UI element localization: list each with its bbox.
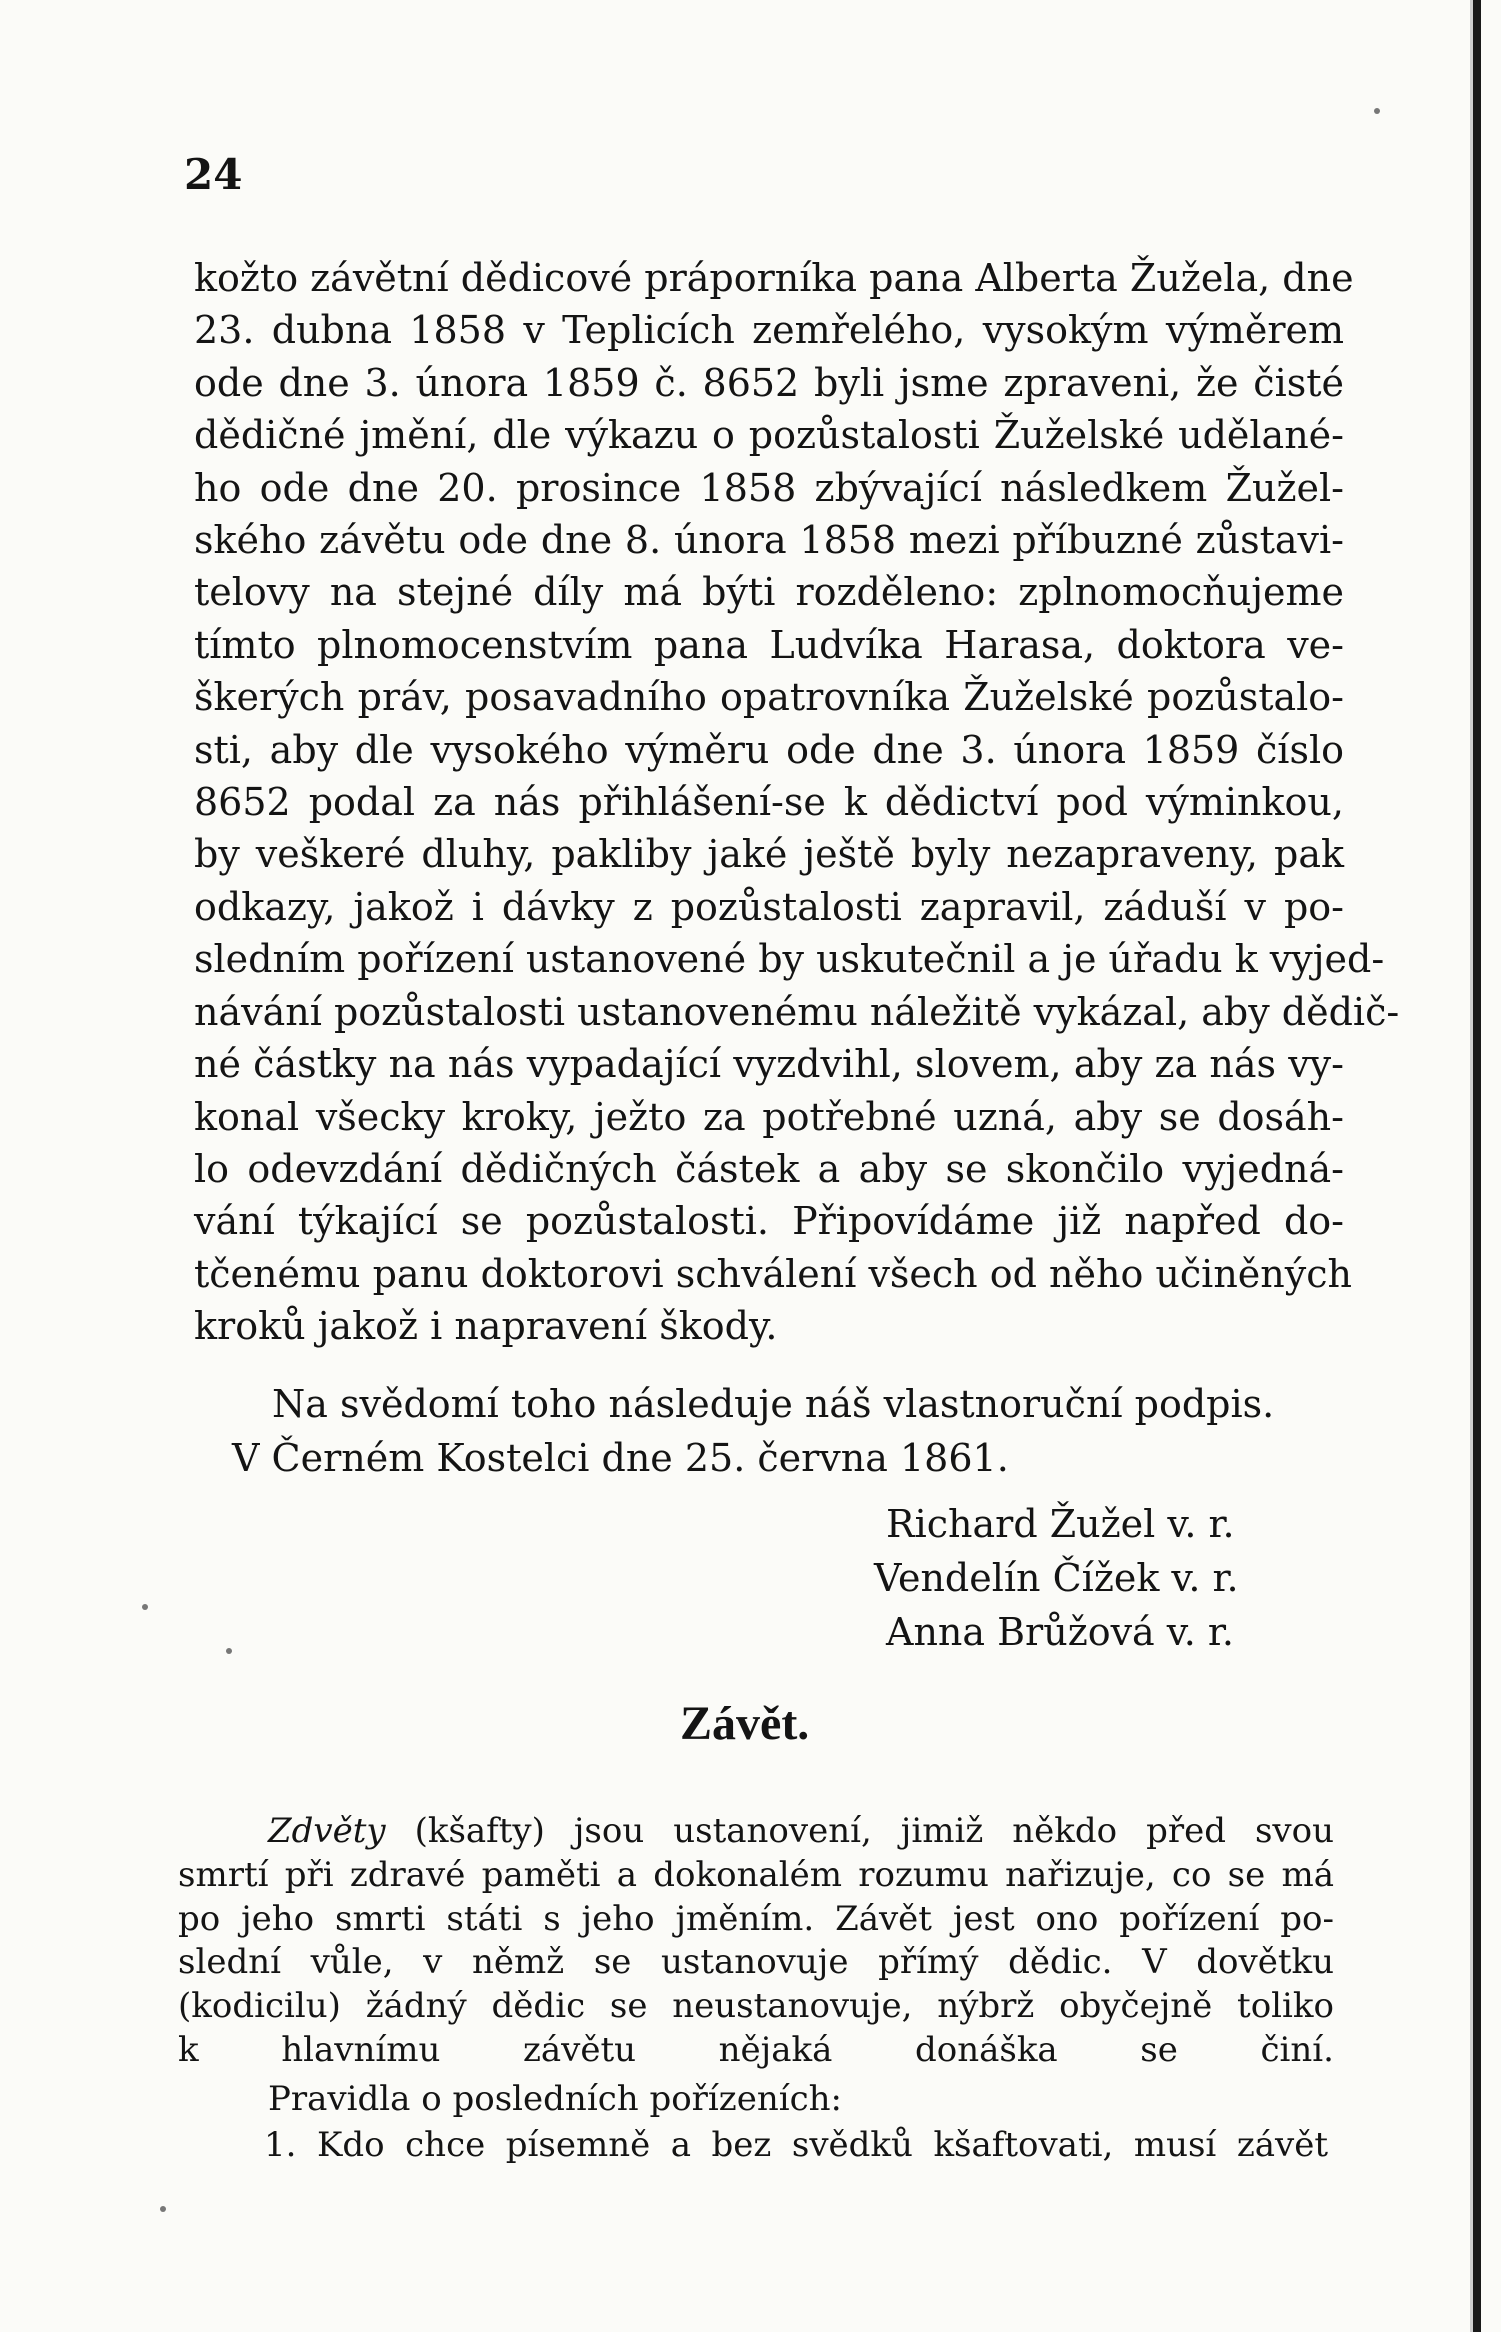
text-line [178, 1810, 1334, 1854]
text-line: dědičné jmění, dle výkazu o pozůstalosti Žuželské udělané- [194, 413, 1344, 458]
main-paragraph [194, 252, 1400, 1353]
text-line: ode dne 3. února 1859 č. 8652 byli jsme zpraveni, že čisté [194, 360, 1344, 405]
text-line: konal všecky kroky, ježto za potřebné uzná, aby se dosáh- [194, 1094, 1344, 1139]
text-line: 8652 podal za nás přihlášení-se k dědictví pod výminkou, [194, 780, 1344, 825]
text-line: návání pozůstalosti ustanovenému náležitě vykázal, aby dědič- [194, 989, 1400, 1034]
text-line: (kodicilu) žádný dědic se neustanovuje, nýbrž obyčejně toliko [178, 1986, 1334, 2027]
text-line: telovy na stejné díly má býti rozděleno: zplnomocňujeme [194, 570, 1344, 615]
text-line: 23. dubna 1858 v Teplicích zemřelého, vysokým výměrem [194, 308, 1344, 353]
text-line: by veškeré dluhy, pakliby jaké ještě byly nezapraveny, pak [194, 832, 1344, 877]
text-line: odkazy, jakož i dávky z pozůstalosti zapravil, záduší v po- [194, 884, 1344, 929]
text-line: kožto závětní dědicové práporníka pana Alberta Žužela, dne [194, 256, 1354, 300]
rules-heading: Pravidla o posledních pořízeních: [268, 2079, 842, 2119]
signature-3: Anna Brůžová v. r. [886, 1610, 1234, 1654]
witness-line: Na svědomí toho následuje náš vlastnoruční podpis. [272, 1382, 1275, 1426]
speck [142, 1604, 148, 1610]
intro-term: Zdvěty [268, 1811, 386, 1851]
text-line: po jeho smrti státi s jeho jměním. Závět jest ono pořízení po- [178, 1898, 1334, 1939]
text-line: kroků jakož i napravení škody. [194, 1304, 778, 1349]
text-line: né částky na nás vypadající vyzdvihl, slovem, aby za nás vy- [194, 1042, 1344, 1087]
signature-1: Richard Žužel v. r. [886, 1502, 1235, 1546]
text-line: lo odevzdání dědičných částek a aby se skončilo vyjedná- [194, 1146, 1344, 1191]
speck [1374, 108, 1380, 114]
text-line: sledním pořízení ustanovené by uskutečnil a je úřadu k vyjed- [194, 937, 1385, 982]
rule-1: 1. Kdo chce písemně a bez svědků kšaftovati, musí závět [264, 2125, 1328, 2165]
text-line: vání týkající se pozůstalosti. Připovídáme již napřed do- [194, 1199, 1344, 1244]
text-line: tímto plnomocenstvím pana Ludvíka Harasa, doktora ve- [194, 622, 1344, 667]
section-intro-paragraph [178, 1810, 1334, 2073]
text-line: slední vůle, v němž se ustanovuje přímý dědic. V dovětku [178, 1942, 1334, 1983]
text-line: škerých práv, posavadního opatrovníka Žuželské pozůstalo- [194, 675, 1344, 720]
text-line: smrtí při zdravé paměti a dokonalém rozumu nařizuje, co se má [178, 1854, 1334, 1895]
text-line: ho ode dne 20. prosince 1858 zbývající následkem Žužel- [194, 465, 1344, 510]
text-line: tčenému panu doktorovi schválení všech od něho učiněných [194, 1251, 1352, 1296]
speck [160, 2206, 166, 2212]
signature-2: Vendelín Čížek v. r. [874, 1556, 1239, 1600]
text-line: ského závětu ode dne 8. února 1858 mezi příbuzné zůstavi- [194, 518, 1344, 563]
section-heading: Závět. [680, 1697, 810, 1750]
page-edge-right [1473, 0, 1481, 2332]
text-line: k hlavnímu závětu nějaká donáška se činí. [178, 2029, 1334, 2070]
place-date-line: V Černém Kostelci dne 25. června 1861. [232, 1436, 1009, 1480]
intro-text: (kšafty) jsou ustanovení, jimiž někdo před svou [385, 1811, 1334, 1851]
text-line: sti, aby dle vysokého výměru ode dne 3. února 1859 číslo [194, 727, 1344, 772]
page-number: 24 [184, 150, 243, 199]
speck [226, 1648, 232, 1654]
